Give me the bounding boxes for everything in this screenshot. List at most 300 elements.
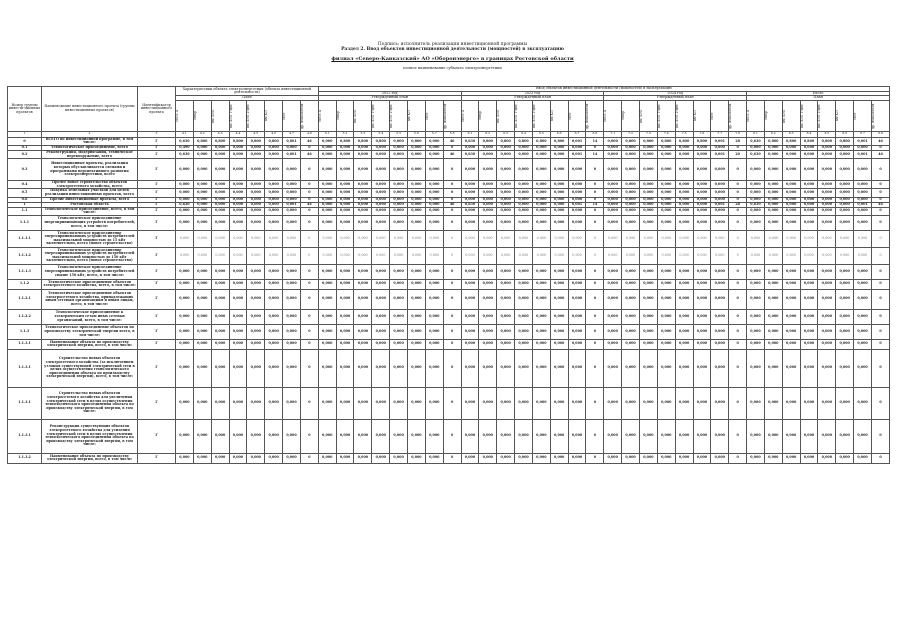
row-value: 0,000 <box>675 453 693 463</box>
row-value: 0,000 <box>265 145 283 150</box>
row-value: 0,000 <box>336 181 354 189</box>
row-value: 0,000 <box>408 289 426 309</box>
row-id: Г <box>138 349 176 387</box>
row-value: 0,000 <box>568 159 586 181</box>
row-value: 0,490 <box>176 145 194 150</box>
column-number: 6.1 <box>461 131 479 137</box>
row-value: 0,000 <box>176 339 194 349</box>
row-value: 0,000 <box>693 349 711 387</box>
unit-label: МВт <box>710 112 715 120</box>
row-value: 0 <box>300 159 318 181</box>
row-value: 0,000 <box>372 207 390 215</box>
row-value: 0,000 <box>425 202 443 207</box>
row-value: 0,000 <box>836 247 854 264</box>
row-value: 0,000 <box>854 324 872 339</box>
row-value: 0,000 <box>372 215 390 230</box>
row-value: 0,000 <box>497 387 515 419</box>
row-value: 0,000 <box>764 279 782 289</box>
row-value: 0,000 <box>193 202 211 207</box>
row-value: 0,000 <box>515 349 533 387</box>
row-value: 0,000 <box>283 189 301 197</box>
row-value: 0,000 <box>515 264 533 279</box>
row-value: 0,000 <box>318 150 336 158</box>
row-value: 0,000 <box>657 419 675 453</box>
row-value: 0 <box>871 289 889 309</box>
row-value: 0,000 <box>854 289 872 309</box>
row-value: 0,000 <box>265 387 283 419</box>
row-id: Г <box>138 264 176 279</box>
unit-header-cell <box>461 100 479 131</box>
row-value: 0 <box>586 279 604 289</box>
row-value: 0,000 <box>176 247 194 264</box>
row-value: 0,000 <box>408 215 426 230</box>
row-value: 0,000 <box>532 387 550 419</box>
row-value: 0,000 <box>515 279 533 289</box>
row-value: 0,000 <box>622 349 640 387</box>
row-value: 0,000 <box>229 181 247 189</box>
row-value: 0 <box>586 197 604 202</box>
row-value: 0,000 <box>782 230 800 247</box>
row-value: 0,000 <box>764 349 782 387</box>
table-row <box>8 289 890 309</box>
row-value: 0,000 <box>176 230 194 247</box>
column-number: 8.8 <box>871 131 889 137</box>
row-value: 0,000 <box>711 324 729 339</box>
row-value: 0,000 <box>568 215 586 230</box>
row-value: 0 <box>729 339 747 349</box>
column-number: 8.1 <box>747 131 765 137</box>
row-value: 0,000 <box>532 215 550 230</box>
row-value: 0 <box>871 264 889 279</box>
row-value: 0,000 <box>176 207 194 215</box>
row-value: 0,000 <box>354 150 372 158</box>
unit-header-cell <box>425 100 443 131</box>
row-value: 0,000 <box>354 289 372 309</box>
row-value: 0,000 <box>836 215 854 230</box>
row-value: 0,000 <box>193 189 211 197</box>
row-value: 0,001 <box>283 150 301 158</box>
row-value: 0 <box>729 309 747 324</box>
unit-header-cell <box>747 100 765 131</box>
row-value: 0 <box>586 289 604 309</box>
row-value: 0 <box>871 230 889 247</box>
row-value: 0,000 <box>229 309 247 324</box>
row-value: 0,000 <box>747 309 765 324</box>
row-value: 0,000 <box>818 339 836 349</box>
row-value: 0,000 <box>265 339 283 349</box>
row-value: 0,000 <box>818 309 836 324</box>
row-value: 0,000 <box>782 339 800 349</box>
row-value: 0 <box>729 247 747 264</box>
row-value: 0,000 <box>193 324 211 339</box>
row-value: 0,800 <box>818 137 836 145</box>
row-value: 0,000 <box>800 181 818 189</box>
row-value: 0,000 <box>657 215 675 230</box>
row-value: 0,000 <box>479 181 497 189</box>
table-row <box>8 215 890 230</box>
row-value: 0,001 <box>568 137 586 145</box>
row-value: 0,000 <box>229 289 247 309</box>
row-value: 0,000 <box>479 279 497 289</box>
row-value: 0,000 <box>836 207 854 215</box>
row-value: 0,000 <box>800 419 818 453</box>
row-value: 0,000 <box>229 279 247 289</box>
row-value: 0,000 <box>800 264 818 279</box>
row-value: 0,000 <box>372 309 390 324</box>
row-value: 0,000 <box>568 207 586 215</box>
row-value: 0,000 <box>283 387 301 419</box>
doc-title-line2: Раздел 2. Ввод объектов инвестиционной деятельности (мощностей) в эксплуатацию <box>341 47 564 52</box>
row-value: 0 <box>443 387 461 419</box>
row-value: 0,000 <box>711 207 729 215</box>
row-value: 0,000 <box>229 145 247 150</box>
row-value: 0,000 <box>408 419 426 453</box>
row-value: 0,000 <box>318 324 336 339</box>
row-number: 1.1.3.1 <box>8 419 42 453</box>
row-name: Технологическое присоединение объектов электросетевого хозяйства, всего, в том числе: <box>43 279 136 288</box>
row-value: 0,000 <box>693 309 711 324</box>
row-value: 46 <box>443 137 461 145</box>
row-value: 0,000 <box>515 207 533 215</box>
row-name: Технологическое присоединение объектов электросетевого хозяйства, принадлежащих иным сетевым организациям и иным лицам, всего, в том числе: <box>42 289 138 309</box>
row-value: 0,000 <box>747 339 765 349</box>
row-value: 0,000 <box>711 181 729 189</box>
row-value: 0,000 <box>265 230 283 247</box>
row-value: 0,000 <box>604 264 622 279</box>
row-value: 0 <box>300 279 318 289</box>
row-id: Г <box>138 289 176 309</box>
row-value: 0,000 <box>497 264 515 279</box>
row-value: 14 <box>586 202 604 207</box>
row-value: 0,000 <box>550 324 568 339</box>
row-value: 0,000 <box>782 264 800 279</box>
row-value: 0,000 <box>818 289 836 309</box>
unit-label: км ЛЭП 1-цеп <box>656 104 661 128</box>
row-value: 0,000 <box>283 349 301 387</box>
row-value: 0,000 <box>497 189 515 197</box>
row-value: 0,000 <box>639 159 657 181</box>
row-value: 0 <box>586 387 604 419</box>
row-value: 0,000 <box>283 230 301 247</box>
row-value: 0,000 <box>283 339 301 349</box>
row-value: 0,000 <box>229 419 247 453</box>
row-value: 0,000 <box>497 181 515 189</box>
row-value: 0,000 <box>193 215 211 230</box>
row-value: 0,000 <box>390 289 408 309</box>
row-value: 0,000 <box>639 150 657 158</box>
row-value: 0,000 <box>639 202 657 207</box>
unit-header-cell <box>622 100 640 131</box>
row-value: 0,000 <box>854 309 872 324</box>
row-value: 0,000 <box>283 419 301 453</box>
row-value: 0,000 <box>836 279 854 289</box>
row-value: 0,000 <box>657 279 675 289</box>
row-value: 0 <box>443 215 461 230</box>
unit-label: МВ×А <box>603 109 608 122</box>
row-name: Прочее новое строительство объектов электросетевого хозяйства, всего <box>42 181 138 189</box>
row-value: 0,000 <box>854 230 872 247</box>
row-id: Г <box>138 189 176 197</box>
row-value: 0,000 <box>604 324 622 339</box>
row-value: 0,000 <box>639 279 657 289</box>
row-value: 0,000 <box>176 324 194 339</box>
row-value: 0,000 <box>747 145 765 150</box>
row-number: 1 <box>8 202 42 207</box>
unit-header-cell <box>247 100 265 131</box>
row-value: 0,000 <box>247 159 265 181</box>
row-value: 0,000 <box>193 145 211 150</box>
row-value: 0,000 <box>354 339 372 349</box>
unit-label: км ЛЭП <box>353 109 358 123</box>
row-value: 0,000 <box>211 309 229 324</box>
row-value: 0,000 <box>497 349 515 387</box>
unit-label: Мвар <box>478 111 483 121</box>
row-value: 0,000 <box>639 230 657 247</box>
row-value: 0,000 <box>372 159 390 181</box>
column-number: 3 <box>138 131 176 137</box>
row-value: 0,000 <box>265 453 283 463</box>
row-value: 0,000 <box>675 387 693 419</box>
row-value: 0,000 <box>479 230 497 247</box>
row-value: 0,000 <box>372 264 390 279</box>
row-value: 0,000 <box>211 202 229 207</box>
row-value: 0,000 <box>247 247 265 264</box>
row-value: 0,000 <box>229 159 247 181</box>
row-value: 0,000 <box>568 309 586 324</box>
row-value: 0,000 <box>193 349 211 387</box>
row-value: 0,000 <box>532 339 550 349</box>
unit-label: км ЛЭП <box>496 109 501 123</box>
row-value: 0,000 <box>657 207 675 215</box>
unit-header-cell <box>604 100 622 131</box>
row-value: 0,000 <box>657 197 675 202</box>
row-value: 0,000 <box>372 189 390 197</box>
row-value: 20 <box>729 150 747 158</box>
row-value: 0,000 <box>818 453 836 463</box>
column-number: 7.3 <box>639 131 657 137</box>
row-value: 0,000 <box>657 189 675 197</box>
row-value: 0,000 <box>247 309 265 324</box>
row-value: 0,000 <box>854 339 872 349</box>
column-number: 6.5 <box>532 131 550 137</box>
column-number: 7.8 <box>729 131 747 137</box>
row-number: 0.5 <box>8 189 42 197</box>
row-value: 0,000 <box>283 453 301 463</box>
row-value: 0,000 <box>390 247 408 264</box>
row-value: 0 <box>729 349 747 387</box>
row-value: 0 <box>729 181 747 189</box>
column-number: 5.5 <box>390 131 408 137</box>
row-value: 0 <box>300 145 318 150</box>
row-value: 0,000 <box>497 197 515 202</box>
row-value: 0,000 <box>229 264 247 279</box>
unit-label: др. показатели <box>728 103 733 129</box>
row-value: 0,000 <box>461 453 479 463</box>
column-number: 4.4 <box>229 131 247 137</box>
row-value: 0,000 <box>532 289 550 309</box>
row-value: 0,000 <box>461 230 479 247</box>
row-value: 0,001 <box>711 150 729 158</box>
row-value: 0,000 <box>657 181 675 189</box>
row-value: 0,000 <box>461 145 479 150</box>
row-value: 0,000 <box>604 247 622 264</box>
row-value: 0 <box>300 215 318 230</box>
row-value: 0 <box>729 145 747 150</box>
row-number: 0.2 <box>8 150 42 158</box>
row-value: 0,000 <box>854 145 872 150</box>
row-value: 0,000 <box>479 309 497 324</box>
row-value: 0,000 <box>265 197 283 202</box>
row-value: 0,000 <box>818 279 836 289</box>
col-header-year-sub: Утвержденный план <box>318 96 461 101</box>
column-number: 4.1 <box>176 131 194 137</box>
col-header-id: Идентификатор инвестиционного проекта <box>138 87 176 132</box>
row-value: 0,000 <box>265 419 283 453</box>
row-value: 0,000 <box>639 264 657 279</box>
column-number: 8.5 <box>818 131 836 137</box>
row-value: 0,000 <box>800 202 818 207</box>
column-number: 1 <box>8 131 42 137</box>
row-value: 0,000 <box>336 324 354 339</box>
row-value: 0,000 <box>354 247 372 264</box>
row-value: 0 <box>443 230 461 247</box>
row-value: 14 <box>586 137 604 145</box>
row-value: 0,000 <box>283 247 301 264</box>
row-value: 0,000 <box>193 197 211 202</box>
row-value: 0,000 <box>693 387 711 419</box>
row-value: 0,000 <box>229 215 247 230</box>
row-value: 0,000 <box>693 207 711 215</box>
row-value: 46 <box>300 202 318 207</box>
col-header-characteristics: Характеристики объекта электроэнергетики (объекта инвестиционной деятельности) <box>176 87 319 96</box>
row-value: 0,000 <box>211 349 229 387</box>
unit-header-cell <box>782 100 800 131</box>
row-value: 0,000 <box>247 215 265 230</box>
row-value: 0,000 <box>354 145 372 150</box>
row-value: 0,000 <box>532 150 550 158</box>
unit-header-cell <box>550 100 568 131</box>
row-value: 0,000 <box>532 189 550 197</box>
unit-header-cell <box>211 100 229 131</box>
row-value: 0,000 <box>265 247 283 264</box>
row-value: 0,000 <box>318 215 336 230</box>
row-value: 0,000 <box>639 189 657 197</box>
row-value: 0 <box>443 324 461 339</box>
row-value: 0,000 <box>782 202 800 207</box>
row-value: 0,000 <box>479 189 497 197</box>
column-number: 5.3 <box>354 131 372 137</box>
column-number: 7.5 <box>675 131 693 137</box>
row-value: 0,000 <box>425 289 443 309</box>
column-number: 5.4 <box>372 131 390 137</box>
row-value: 0,000 <box>854 279 872 289</box>
row-id: Г <box>138 324 176 339</box>
row-value: 0,000 <box>675 181 693 189</box>
row-value: 0,000 <box>497 145 515 150</box>
row-id: Г <box>138 419 176 453</box>
row-value: 0,000 <box>372 181 390 189</box>
row-value: 0,000 <box>354 215 372 230</box>
row-value: 0,000 <box>354 453 372 463</box>
row-value: 0,000 <box>818 349 836 387</box>
row-value: 0,000 <box>354 230 372 247</box>
row-value: 0,000 <box>657 453 675 463</box>
row-value: 0,000 <box>711 387 729 419</box>
row-value: 0 <box>300 264 318 279</box>
row-value: 0,000 <box>354 207 372 215</box>
unit-header-cell <box>229 100 247 131</box>
row-value: 0,000 <box>390 279 408 289</box>
row-value: 0,630 <box>747 150 765 158</box>
unit-header-cell <box>336 100 354 131</box>
unit-label: км ЛЭП 2-цеп <box>817 104 822 128</box>
row-number: 1.1.2.2 <box>8 309 42 324</box>
row-value: 0,000 <box>211 215 229 230</box>
row-value: 0,000 <box>461 215 479 230</box>
row-value: 0,000 <box>657 387 675 419</box>
row-value: 0,000 <box>604 137 622 145</box>
row-value: 0,000 <box>265 159 283 181</box>
row-value: 0,000 <box>425 159 443 181</box>
row-value: 0,000 <box>568 324 586 339</box>
row-value: 0 <box>300 453 318 463</box>
row-value: 0 <box>586 230 604 247</box>
row-value: 0,000 <box>818 419 836 453</box>
row-value: 0,000 <box>639 309 657 324</box>
row-value: 0,000 <box>764 215 782 230</box>
row-id: Г <box>138 145 176 150</box>
row-value: 0,000 <box>425 264 443 279</box>
row-value: 0,000 <box>283 197 301 202</box>
row-value: 0,000 <box>390 453 408 463</box>
row-value: 0,000 <box>211 264 229 279</box>
row-value: 0,000 <box>229 339 247 349</box>
row-number: 0.1 <box>8 145 42 150</box>
row-value: 0 <box>729 419 747 453</box>
row-value: 0 <box>443 309 461 324</box>
row-value: 0,000 <box>318 339 336 349</box>
row-value: 0 <box>729 453 747 463</box>
row-value: 0,000 <box>818 207 836 215</box>
row-value: 46 <box>300 150 318 158</box>
row-value: 0,000 <box>747 453 765 463</box>
row-value: 0,000 <box>782 181 800 189</box>
table-row <box>8 279 890 289</box>
row-value: 0,000 <box>836 202 854 207</box>
row-value: 0 <box>586 215 604 230</box>
row-value: 0,000 <box>800 324 818 339</box>
row-value: 0,000 <box>818 145 836 150</box>
row-value: 0,000 <box>176 189 194 197</box>
row-number: 1.1.1.2 <box>8 247 42 264</box>
row-value: 0,000 <box>800 150 818 158</box>
row-value: 0,000 <box>532 324 550 339</box>
row-value: 0,000 <box>354 387 372 419</box>
row-value: 0,000 <box>568 387 586 419</box>
unit-label: МВт <box>424 112 429 120</box>
row-value: 0,000 <box>390 324 408 339</box>
row-value: 0,000 <box>604 339 622 349</box>
row-value: 0,000 <box>318 159 336 181</box>
row-value: 0,000 <box>515 453 533 463</box>
row-value: 0,000 <box>390 309 408 324</box>
row-value: 0,000 <box>390 197 408 202</box>
row-value: 0,000 <box>693 339 711 349</box>
row-value: 0,000 <box>675 309 693 324</box>
row-value: 0,000 <box>800 230 818 247</box>
row-value: 0,800 <box>354 137 372 145</box>
row-value: 0 <box>300 324 318 339</box>
